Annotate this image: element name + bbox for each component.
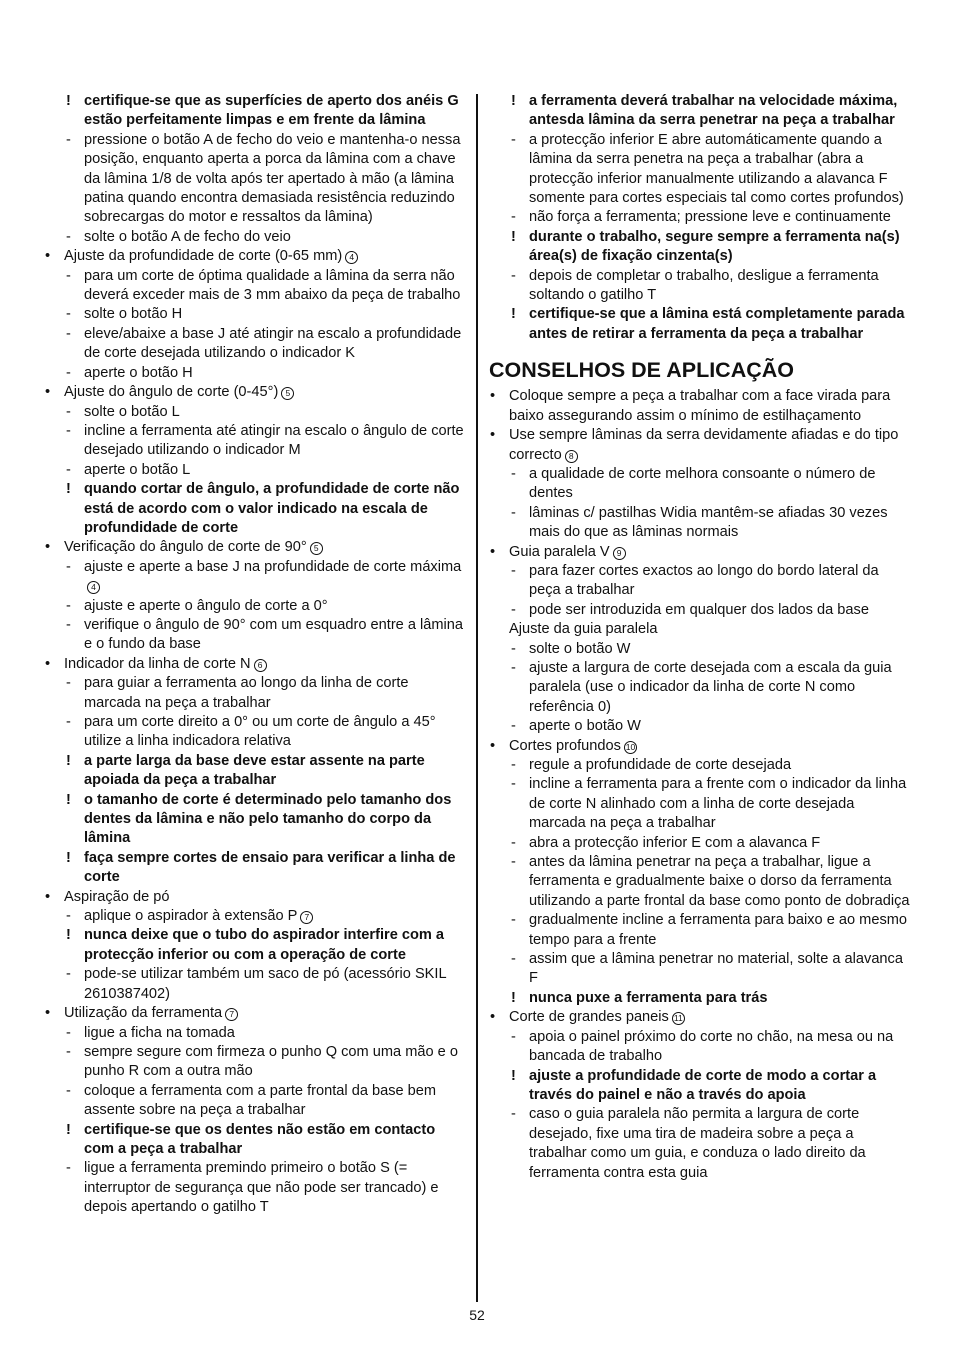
dash-item xyxy=(489,853,911,911)
item-text: lâminas c/ pastilhas Widia mantêm-se afiadas 30 vezes mais do que as lâminas normais xyxy=(529,504,888,541)
right-column-top xyxy=(489,92,911,344)
item-text: ajuste a largura de corte desejada com a escala da guia paralela (use o indicador da linha de corte N como referência 0) xyxy=(529,659,892,715)
figure-reference-icon: 5 xyxy=(310,542,323,555)
dash-item xyxy=(44,1043,468,1082)
item-text: coloque a ferramenta com a parte frontal da base bem assente sobre na peça a trabalhar xyxy=(84,1082,437,1119)
warning-item xyxy=(44,849,468,888)
item-text: aplique o aspirador à extensão P xyxy=(84,908,298,925)
warning-item xyxy=(44,480,468,538)
item-text: quando cortar de ângulo, a profundidade de corte não está de acordo com o valor indicado na escala de profundidade de corte xyxy=(84,481,460,536)
bullet-item xyxy=(44,538,468,557)
item-text: caso o guia paralela não permita a largura de corte desejado, fixe uma tira de madeira sobre a peça a trabalhar como um guia, e conduza o lado direito da ferramenta contra esta guia xyxy=(529,1106,866,1181)
item-text: Ajuste da profundidade de corte (0-65 mm) xyxy=(64,248,343,265)
item-text: solte o botão W xyxy=(529,640,631,657)
bullet-item xyxy=(489,426,911,465)
item-text: antes da lâmina penetrar na peça a trabalhar, ligue a ferramenta e gradualmente baixe o dorso da ferramenta utilizando a parte frontal da base como ponto de dobradiça xyxy=(529,854,910,909)
item-text: Corte de grandes paneis xyxy=(509,1009,669,1026)
dash-item xyxy=(489,659,911,717)
dash-item xyxy=(489,756,911,775)
dash-item xyxy=(44,1024,468,1043)
item-text: apoia o painel próximo do corte no chão, na mesa ou na bancada de trabalho xyxy=(529,1028,894,1065)
item-text: a qualidade de corte melhora consoante o número de dentes xyxy=(529,465,876,502)
dash-item xyxy=(489,1028,911,1067)
page-number: 52 xyxy=(469,1307,485,1323)
dash-item xyxy=(44,461,468,480)
item-text: ajuste a profundidade de corte de modo a cortar a través do painel e não a través do apoia xyxy=(529,1067,877,1103)
warning-item xyxy=(44,1121,468,1160)
figure-reference-icon: 7 xyxy=(300,911,313,924)
item-text: nunca puxe a ferramenta para trás xyxy=(529,989,768,1006)
column-divider xyxy=(476,94,478,1302)
dash-item xyxy=(44,558,468,597)
dash-item xyxy=(489,717,911,736)
dash-item xyxy=(44,403,468,422)
item-text: abra a protecção inferior E com a alavanca F xyxy=(529,834,821,851)
left-column xyxy=(44,92,468,1218)
dash-item xyxy=(489,131,911,209)
warning-item xyxy=(489,92,911,131)
item-text: pressione o botão A de fecho do veio e mantenha-o nessa posição, enquanto aperta a porca da lâmina com a chave da lâmina 1/8 de volta após ter apertado à mão (a lâmina patina quando encontra demasiada resistência reduzindo sobrecargas do motor e ressaltos da lâmina) xyxy=(84,131,461,226)
figure-reference-icon: 5 xyxy=(281,387,294,400)
warning-item xyxy=(44,752,468,791)
bullet-item xyxy=(44,383,468,402)
dash-item xyxy=(44,131,468,228)
item-text: aperte o botão L xyxy=(84,461,191,478)
bullet-item xyxy=(489,737,911,756)
dash-item xyxy=(489,601,911,620)
dash-item xyxy=(44,1159,468,1217)
figure-reference-icon: 10 xyxy=(625,741,636,752)
item-text: o tamanho de corte é determinado pelo tamanho dos dentes da lâmina e não pelo tamanho do corpo da lâmina xyxy=(84,791,452,847)
bullet-item xyxy=(489,1008,911,1027)
dash-item xyxy=(489,267,911,306)
figure-reference-icon: 6 xyxy=(254,659,267,672)
dash-item xyxy=(44,616,468,655)
warning-item xyxy=(44,791,468,849)
item-text: gradualmente incline a ferramenta para baixo e ao mesmo tempo para a frente xyxy=(529,912,908,948)
dash-item xyxy=(489,465,911,504)
warning-item xyxy=(489,989,911,1008)
item-text: incline a ferramenta até atingir na escalo o ângulo de corte desejado utilizando o indicador M xyxy=(84,422,464,459)
item-text: Cortes profundos xyxy=(509,737,621,754)
dash-item xyxy=(489,208,911,227)
dash-item xyxy=(44,713,468,752)
item-text: eleve/abaixe a base J até atingir na escalo a profundidade de corte desejada utilizando o indicador K xyxy=(84,325,462,362)
item-text: Verificação do ângulo de corte de 90° xyxy=(64,539,307,556)
bullet-item xyxy=(44,655,468,674)
item-text: solte o botão A de fecho do veio xyxy=(84,228,291,245)
dash-item xyxy=(44,965,468,1004)
warning-item xyxy=(489,1067,911,1106)
dash-item xyxy=(44,364,468,383)
item-text: depois de completar o trabalho, desligue a ferramenta soltando o gatilho T xyxy=(529,267,879,304)
item-text: sempre segure com firmeza o punho Q com uma mão e o punho R com a outra mão xyxy=(84,1043,458,1080)
item-text: ligue a ferramenta premindo primeiro o botão S (= interruptor de segurança que não pode ser trancado) e depois apertando o gatilho T xyxy=(84,1160,439,1216)
dash-item xyxy=(44,228,468,247)
dash-item xyxy=(44,305,468,324)
item-text: incline a ferramenta para a frente com o indicador da linha de corte N alinhado com a linha de corte desejada marcada na peça a trabalhar xyxy=(529,776,907,832)
bullet-item xyxy=(489,387,911,426)
bullet-item xyxy=(44,1004,468,1023)
warning-item xyxy=(44,92,468,131)
dash-item xyxy=(489,1105,911,1183)
dash-item xyxy=(489,950,911,989)
item-text: assim que a lâmina penetrar no material, solte a alavanca F xyxy=(529,951,903,987)
dash-item xyxy=(489,775,911,833)
item-text: não força a ferramenta; pressione leve e continuamente xyxy=(529,209,891,226)
item-text: certifique-se que a lâmina está completamente parada antes de retirar a ferramenta da peça a trabalhar xyxy=(529,306,905,342)
figure-reference-icon: 8 xyxy=(565,450,578,463)
item-text: ligue a ficha na tomada xyxy=(84,1024,235,1041)
item-text: a protecção inferior E abre automáticamente quando a lâmina da serra penetra na peça a trabalhar (abra a protecção inferior manualmente utilizando a alavanca F somente para cortes especiais tal como cortes profundos) xyxy=(529,131,904,207)
item-text: solte o botão L xyxy=(84,403,180,420)
item-text: Aspiração de pó xyxy=(64,888,170,905)
figure-reference-icon: 11 xyxy=(672,1012,685,1025)
item-text: pode-se utilizar também um saco de pó (acessório SKIL 2610387402) xyxy=(84,966,447,1002)
item-text: para guiar a ferramenta ao longo da linha de corte marcada na peça a trabalhar xyxy=(84,675,409,711)
item-text: certifique-se que os dentes não estão em contacto com a peça a trabalhar xyxy=(84,1121,436,1157)
plain-item xyxy=(489,620,911,639)
bullet-item xyxy=(44,888,468,907)
dash-item xyxy=(489,640,911,659)
item-text: Guia paralela V xyxy=(509,543,610,560)
warning-item xyxy=(489,228,911,267)
dash-item xyxy=(44,597,468,616)
figure-reference-icon: 7 xyxy=(225,1008,238,1021)
right-column xyxy=(489,92,911,1183)
item-text: Coloque sempre a peça a trabalhar com a face virada para baixo assegurando assim o mínimo de estilhaçamento xyxy=(509,388,891,424)
dash-item xyxy=(489,834,911,853)
item-text: a parte larga da base deve estar assente na parte apoiada da peça a trabalhar xyxy=(84,752,425,789)
warning-item xyxy=(489,305,911,344)
item-text: certifique-se que as superfícies de aperto dos anéis G estão perfeitamente limpas e em frente da lâmina xyxy=(84,93,459,129)
item-text: durante o trabalho, segure sempre a ferramenta na(s) área(s) de fixação cinzenta(s) xyxy=(529,228,900,265)
dash-item xyxy=(489,911,911,950)
item-text: faça sempre cortes de ensaio para verificar a linha de corte xyxy=(84,849,456,886)
dash-item xyxy=(44,1082,468,1121)
figure-reference-icon: 4 xyxy=(87,581,100,594)
warning-item xyxy=(44,926,468,965)
item-text: regule a profundidade de corte desejada xyxy=(529,757,792,773)
item-text: verifique o ângulo de 90° com um esquadro entre a lâmina e o fundo da base xyxy=(84,616,464,653)
dash-item xyxy=(489,504,911,543)
figure-reference-icon: 4 xyxy=(345,251,358,264)
item-text: Use sempre lâminas da serra devidamente afiadas e do tipo correcto xyxy=(509,427,899,463)
section-heading: CONSELHOS DE APLICAÇÃO xyxy=(489,358,794,383)
item-text: Utilização da ferramenta xyxy=(64,1005,223,1022)
item-text: para fazer cortes exactos ao longo do bordo lateral da peça a trabalhar xyxy=(529,562,879,599)
item-text: para um corte direito a 0° ou um corte de ângulo a 45° utilize a linha indicadora relativa xyxy=(84,714,436,750)
dash-item xyxy=(489,562,911,601)
bullet-item xyxy=(44,247,468,266)
figure-reference-icon: 9 xyxy=(613,547,626,560)
item-text: para um corte de óptima qualidade a lâmina da serra não deverá exceder mais de 3 mm abaixo da peça de trabalho xyxy=(84,267,461,304)
item-text: ajuste e aperte o ângulo de corte a 0° xyxy=(84,597,328,614)
item-text: nunca deixe que o tubo do aspirador interfire com a protecção inferior ou com a operação de corte xyxy=(84,927,445,963)
item-text: Ajuste da guia paralela xyxy=(509,621,658,638)
dash-item xyxy=(44,267,468,306)
item-text: aperte o botão H xyxy=(84,364,193,381)
item-text: solte o botão H xyxy=(84,306,183,323)
item-text: aperte o botão W xyxy=(529,718,641,735)
dash-item xyxy=(44,674,468,713)
item-text: Indicador da linha de corte N xyxy=(64,655,251,672)
dash-item xyxy=(44,325,468,364)
item-text: ajuste e aperte a base J na profundidade de corte máxima xyxy=(84,558,462,575)
item-text: Ajuste do ângulo de corte (0-45°) xyxy=(64,384,279,401)
item-text: a ferramenta deverá trabalhar na velocidade máxima, antesda lâmina da serra penetrar na peça a trabalhar xyxy=(529,93,898,129)
item-text: pode ser introduzida em qualquer dos lados da base xyxy=(529,601,869,618)
dash-item xyxy=(44,422,468,461)
right-column-bottom xyxy=(489,387,911,1183)
dash-item xyxy=(44,907,468,926)
bullet-item xyxy=(489,543,911,562)
